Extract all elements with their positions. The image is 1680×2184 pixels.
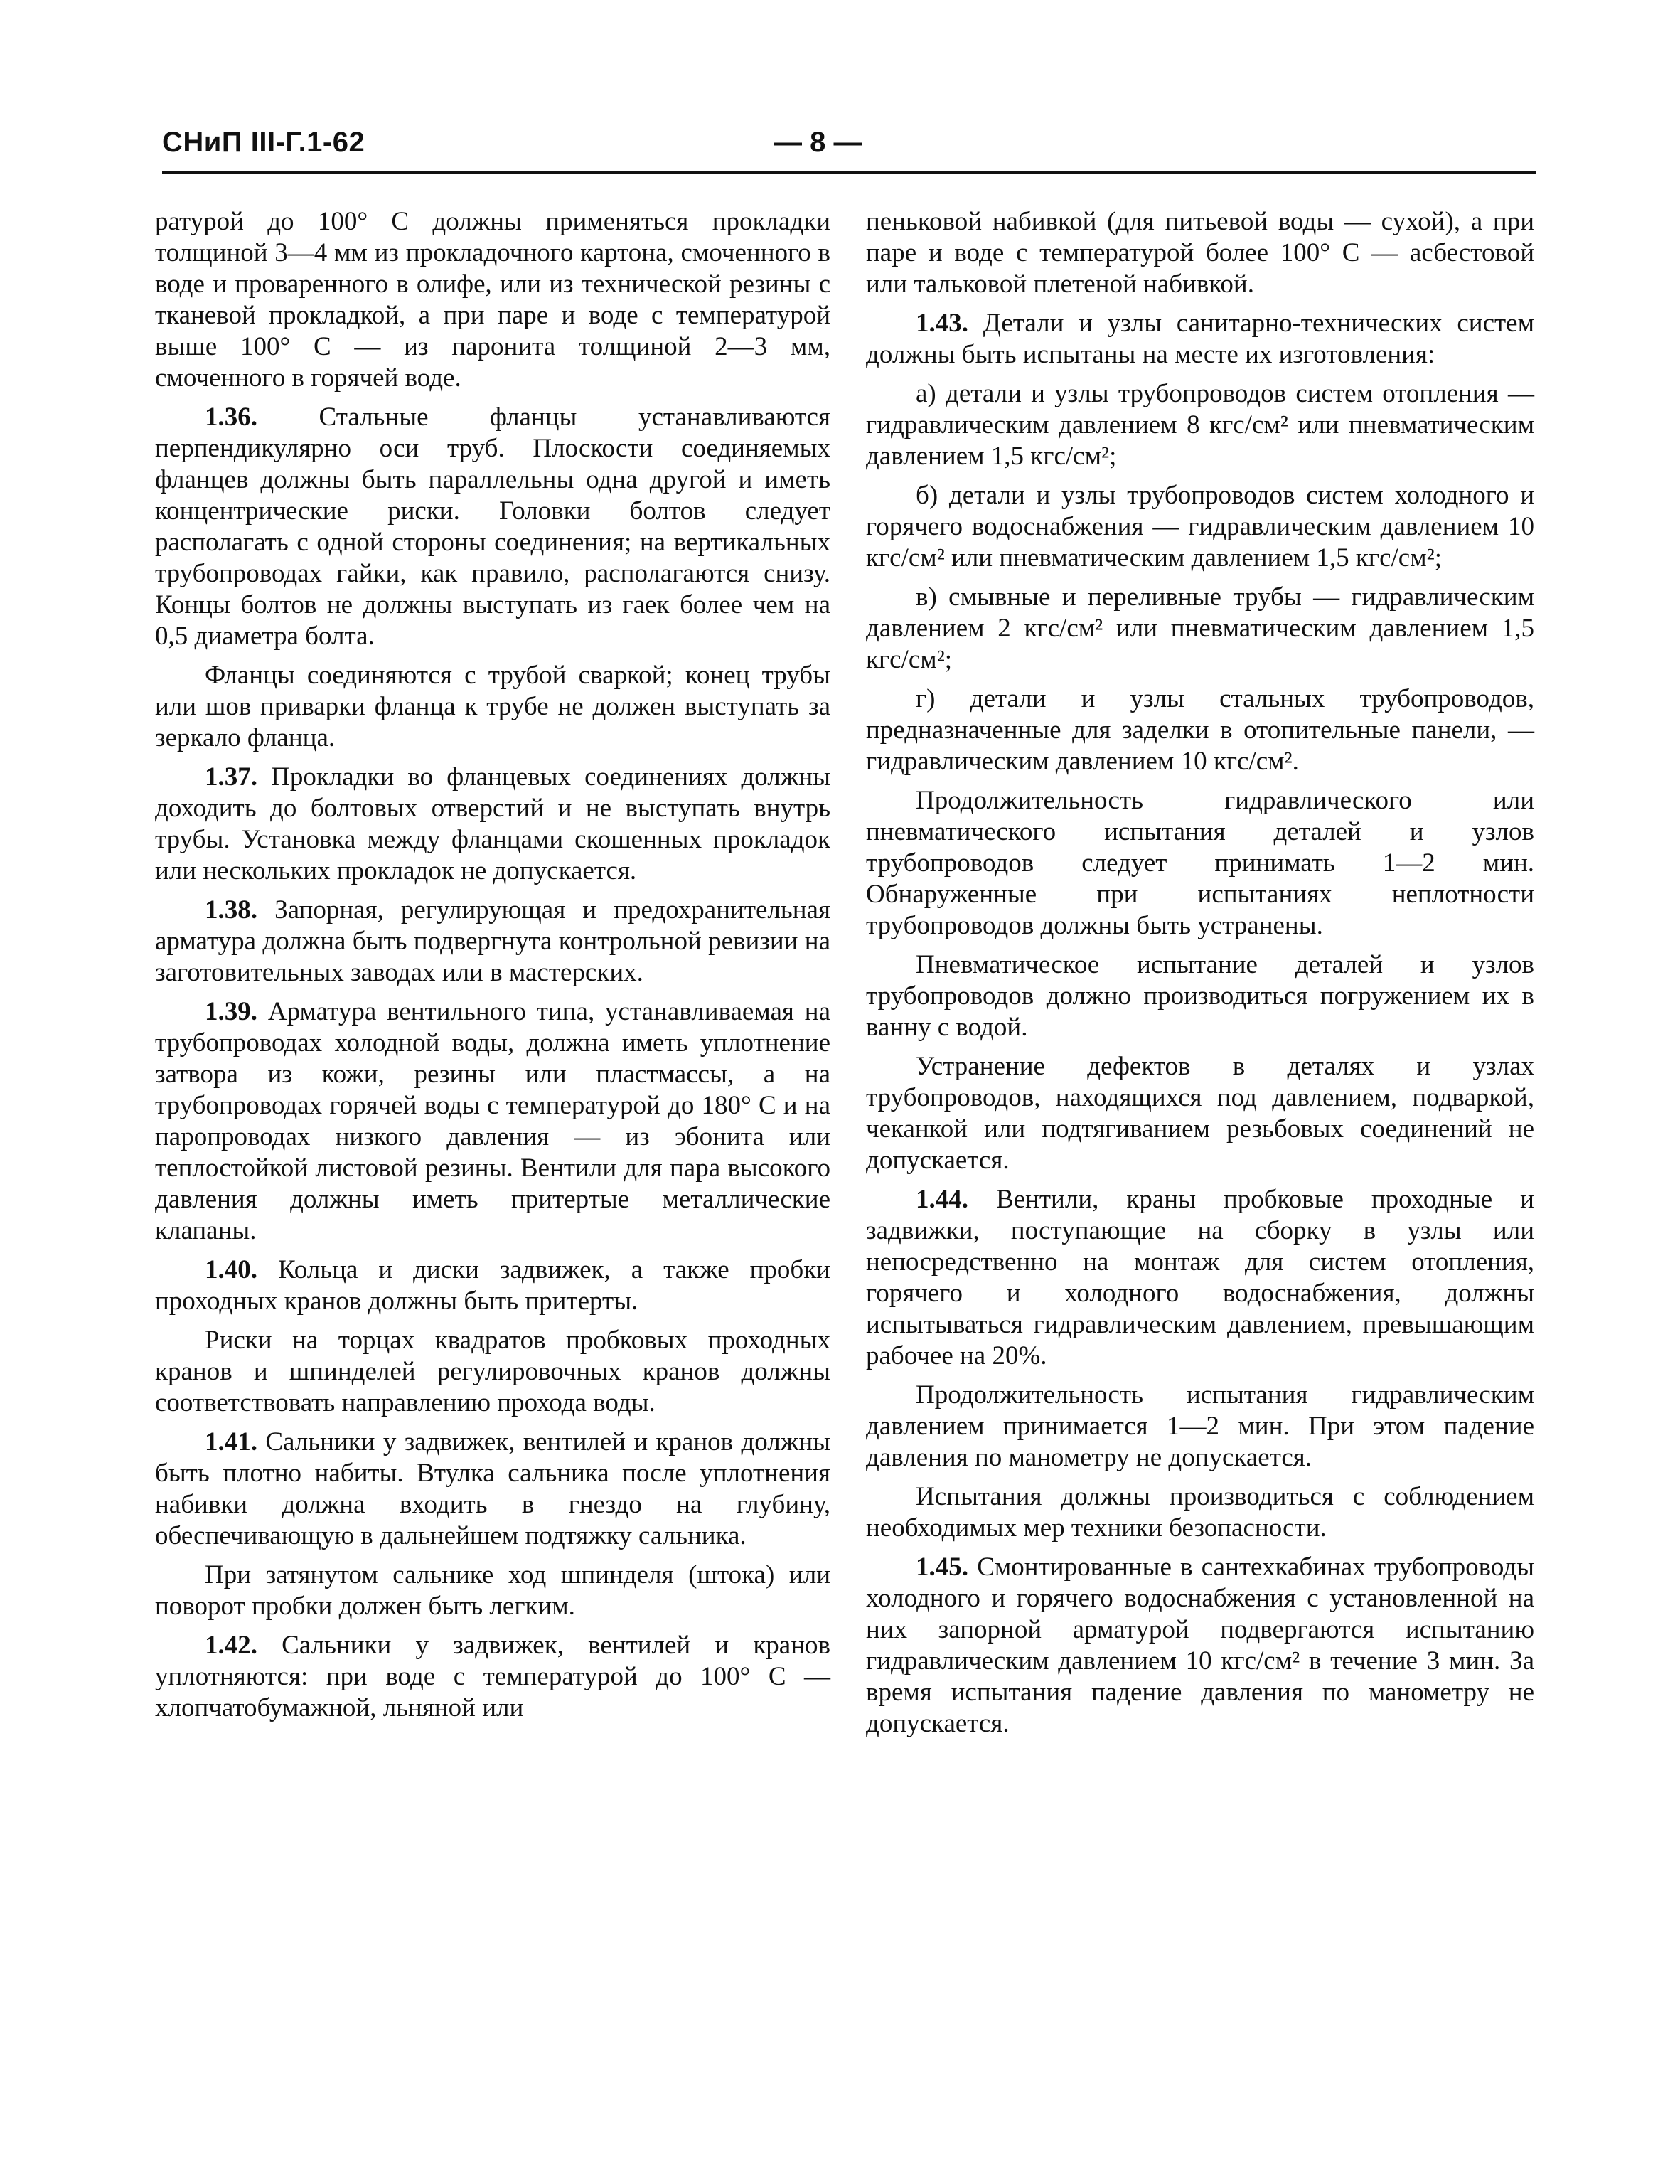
paragraph [866,582,1534,676]
paragraph-text: Смонтированные в сантехкабинах трубопроводы холодного и горячего водоснабжения с установленной на них запорной арматурой подвергаются испытанию гидравлическим давлением 10 кгс/см² в течение 3 мин. За время испытания падение давления по манометру не допускается. [866,1552,1534,1738]
paragraph [866,785,1534,942]
paragraph [155,1255,830,1317]
paragraph-text: Стальные фланцы устанавливаются перпендикулярно оси труб. Плоскости соединяемых фланцев должны быть параллельны одна другой и иметь концентрические риски. Головки болтов следует располагать с одной стороны соединения; на вертикальных трубопроводах гайки, как правило, располагаются снизу. Концы болтов не должны выступать из гаек более чем на 0,5 диаметра болта. [155,403,830,651]
clause-number: 1.40. [205,1255,257,1284]
paragraph [866,1552,1534,1740]
paragraph [866,1051,1534,1176]
paragraph [155,1560,830,1622]
paragraph-text: Сальники у задвижек, вентилей и кранов уплотняются: при воде с температурой до 100° С — хлопчатобумажной, льняной или [155,1631,830,1722]
clause-number: 1.45. [916,1552,968,1582]
paragraph-text: Фланцы соединяются с трубой сваркой; конец трубы или шов приварки фланца к трубе не должен выступать за зеркало фланца. [155,661,830,752]
paragraph [155,660,830,754]
paragraph-text: Продолжительность гидравлического или пневматического испытания деталей и узлов трубопроводов следует принимать 1—2 мин. Обнаруженные при испытаниях неплотности трубопроводов должны быть устранены. [866,786,1534,940]
paragraph-text: ратурой до 100° С должны применяться прокладки толщиной 3—4 мм из прокладочного картона, смоченного в воде и проваренного в олифе, или из технической резины с тканевой прокладкой, а при паре и воде с температурой выше 100° С — из паронита толщиной 2—3 мм, смоченного в горячей воде. [155,207,830,393]
document-code: СНиП III-Г.1-62 [162,127,365,158]
paragraph [866,1184,1534,1372]
paragraph [155,762,830,887]
paragraph-text: Устранение дефектов в деталях и узлах трубопроводов, находящихся под давлением, подваркой, чеканкой или подтягиванием резьбовых соединений не допускается. [866,1052,1534,1175]
paragraph-text: б) детали и узлы трубопроводов систем холодного и горячего водоснабжения — гидравлическим давлением 10 кгс/см² или пневматическим давлением 1,5 кгс/см²; [866,481,1534,572]
paragraph [866,480,1534,574]
paragraph [866,949,1534,1043]
clause-number: 1.37. [205,762,257,792]
paragraph-text: Арматура вентильного типа, устанавливаемая на трубопроводах холодной воды, должна иметь уплотнение затвора из кожи, резины или пластмассы, а на трубопроводах горячей воды с температурой до 180° С и на паропроводах низкого давления — из эбонита или теплостойкой листовой резины. Вентили для пара высокого давления должны иметь притертые металлические клапаны. [155,997,830,1245]
clause-number: 1.38. [205,895,257,925]
paragraph [155,206,830,394]
header-rule [162,171,1536,174]
paragraph [866,378,1534,472]
paragraph-text: Сальники у задвижек, вентилей и кранов должны быть плотно набиты. Втулка сальника после уплотнения набивки должна входить в гнездо на глубину, обеспечивающую в дальнейшем подтяжку сальника. [155,1427,830,1550]
paragraph [155,1325,830,1419]
paragraph-text: г) детали и узлы стальных трубопроводов, предназначенные для заделки в отопительные панели, — гидравлическим давлением 10 кгс/см². [866,684,1534,776]
paragraph-text: Риски на торцах квадратов пробковых проходных кранов и шпинделей регулировочных кранов должны соответствовать направлению прохода воды. [155,1326,830,1417]
clause-number: 1.44. [916,1185,968,1214]
right-column [866,206,1534,1747]
clause-number: 1.42. [205,1631,257,1660]
clause-number: 1.41. [205,1427,257,1456]
clause-number: 1.39. [205,997,257,1026]
paragraph [866,1481,1534,1544]
paragraph [155,402,830,652]
paragraph-text: Детали и узлы санитарно-технических систем должны быть испытаны на месте их изготовления: [866,309,1534,369]
paragraph-text: Испытания должны производиться с соблюдением необходимых мер техники безопасности. [866,1482,1534,1543]
paragraph [155,996,830,1247]
paragraph-text: Пневматическое испытание деталей и узлов трубопроводов должно производиться погружением их в ванну с водой. [866,950,1534,1042]
paragraph [866,206,1534,300]
paragraph-text: Прокладки во фланцевых соединениях должны доходить до болтовых отверстий и не выступать внутрь трубы. Установка между фланцами скошенных прокладок или нескольких прокладок не допускается. [155,762,830,885]
paragraph-text: Продолжительность испытания гидравлическим давлением принимается 1—2 мин. При этом падение давления по манометру не допускается. [866,1380,1534,1472]
paragraph [155,895,830,989]
paragraph-text: а) детали и узлы трубопроводов систем отопления — гидравлическим давлением 8 кгс/см² или пневматическим давлением 1,5 кгс/см²; [866,379,1534,471]
clause-number: 1.43. [916,309,968,338]
paragraph-text: Вентили, краны пробковые проходные и задвижки, поступающие на сборку в узлы или непосредственно на монтаж для систем отопления, горячего и холодного водоснабжения, должны испытываться гидравлическим давлением, превышающим рабочее на 20%. [866,1185,1534,1370]
paragraph [155,1630,830,1724]
paragraph [155,1427,830,1552]
paragraph-text: При затянутом сальнике ход шпинделя (штока) или поворот пробки должен быть легким. [155,1560,830,1621]
paragraph [866,1380,1534,1474]
page-header [162,127,1536,169]
paragraph-text: Кольца и диски задвижек, а также пробки проходных кранов должны быть притерты. [155,1255,830,1316]
paragraph-text: пеньковой набивкой (для питьевой воды — сухой), а при паре и воде с температурой более 100° С — асбестовой или тальковой плетеной набивкой. [866,207,1534,299]
clause-number: 1.36. [205,403,257,432]
paragraph-text: в) смывные и переливные трубы — гидравлическим давлением 2 кгс/см² или пневматическим давлением 1,5 кгс/см²; [866,582,1534,674]
left-column [155,206,830,1732]
paragraph [866,683,1534,777]
paragraph-text: Запорная, регулирующая и предохранительная арматура должна быть подвергнута контрольной ревизии на заготовительных заводах или в мастерских. [155,895,830,987]
page-number: — 8 — [774,127,862,158]
paragraph [866,308,1534,371]
